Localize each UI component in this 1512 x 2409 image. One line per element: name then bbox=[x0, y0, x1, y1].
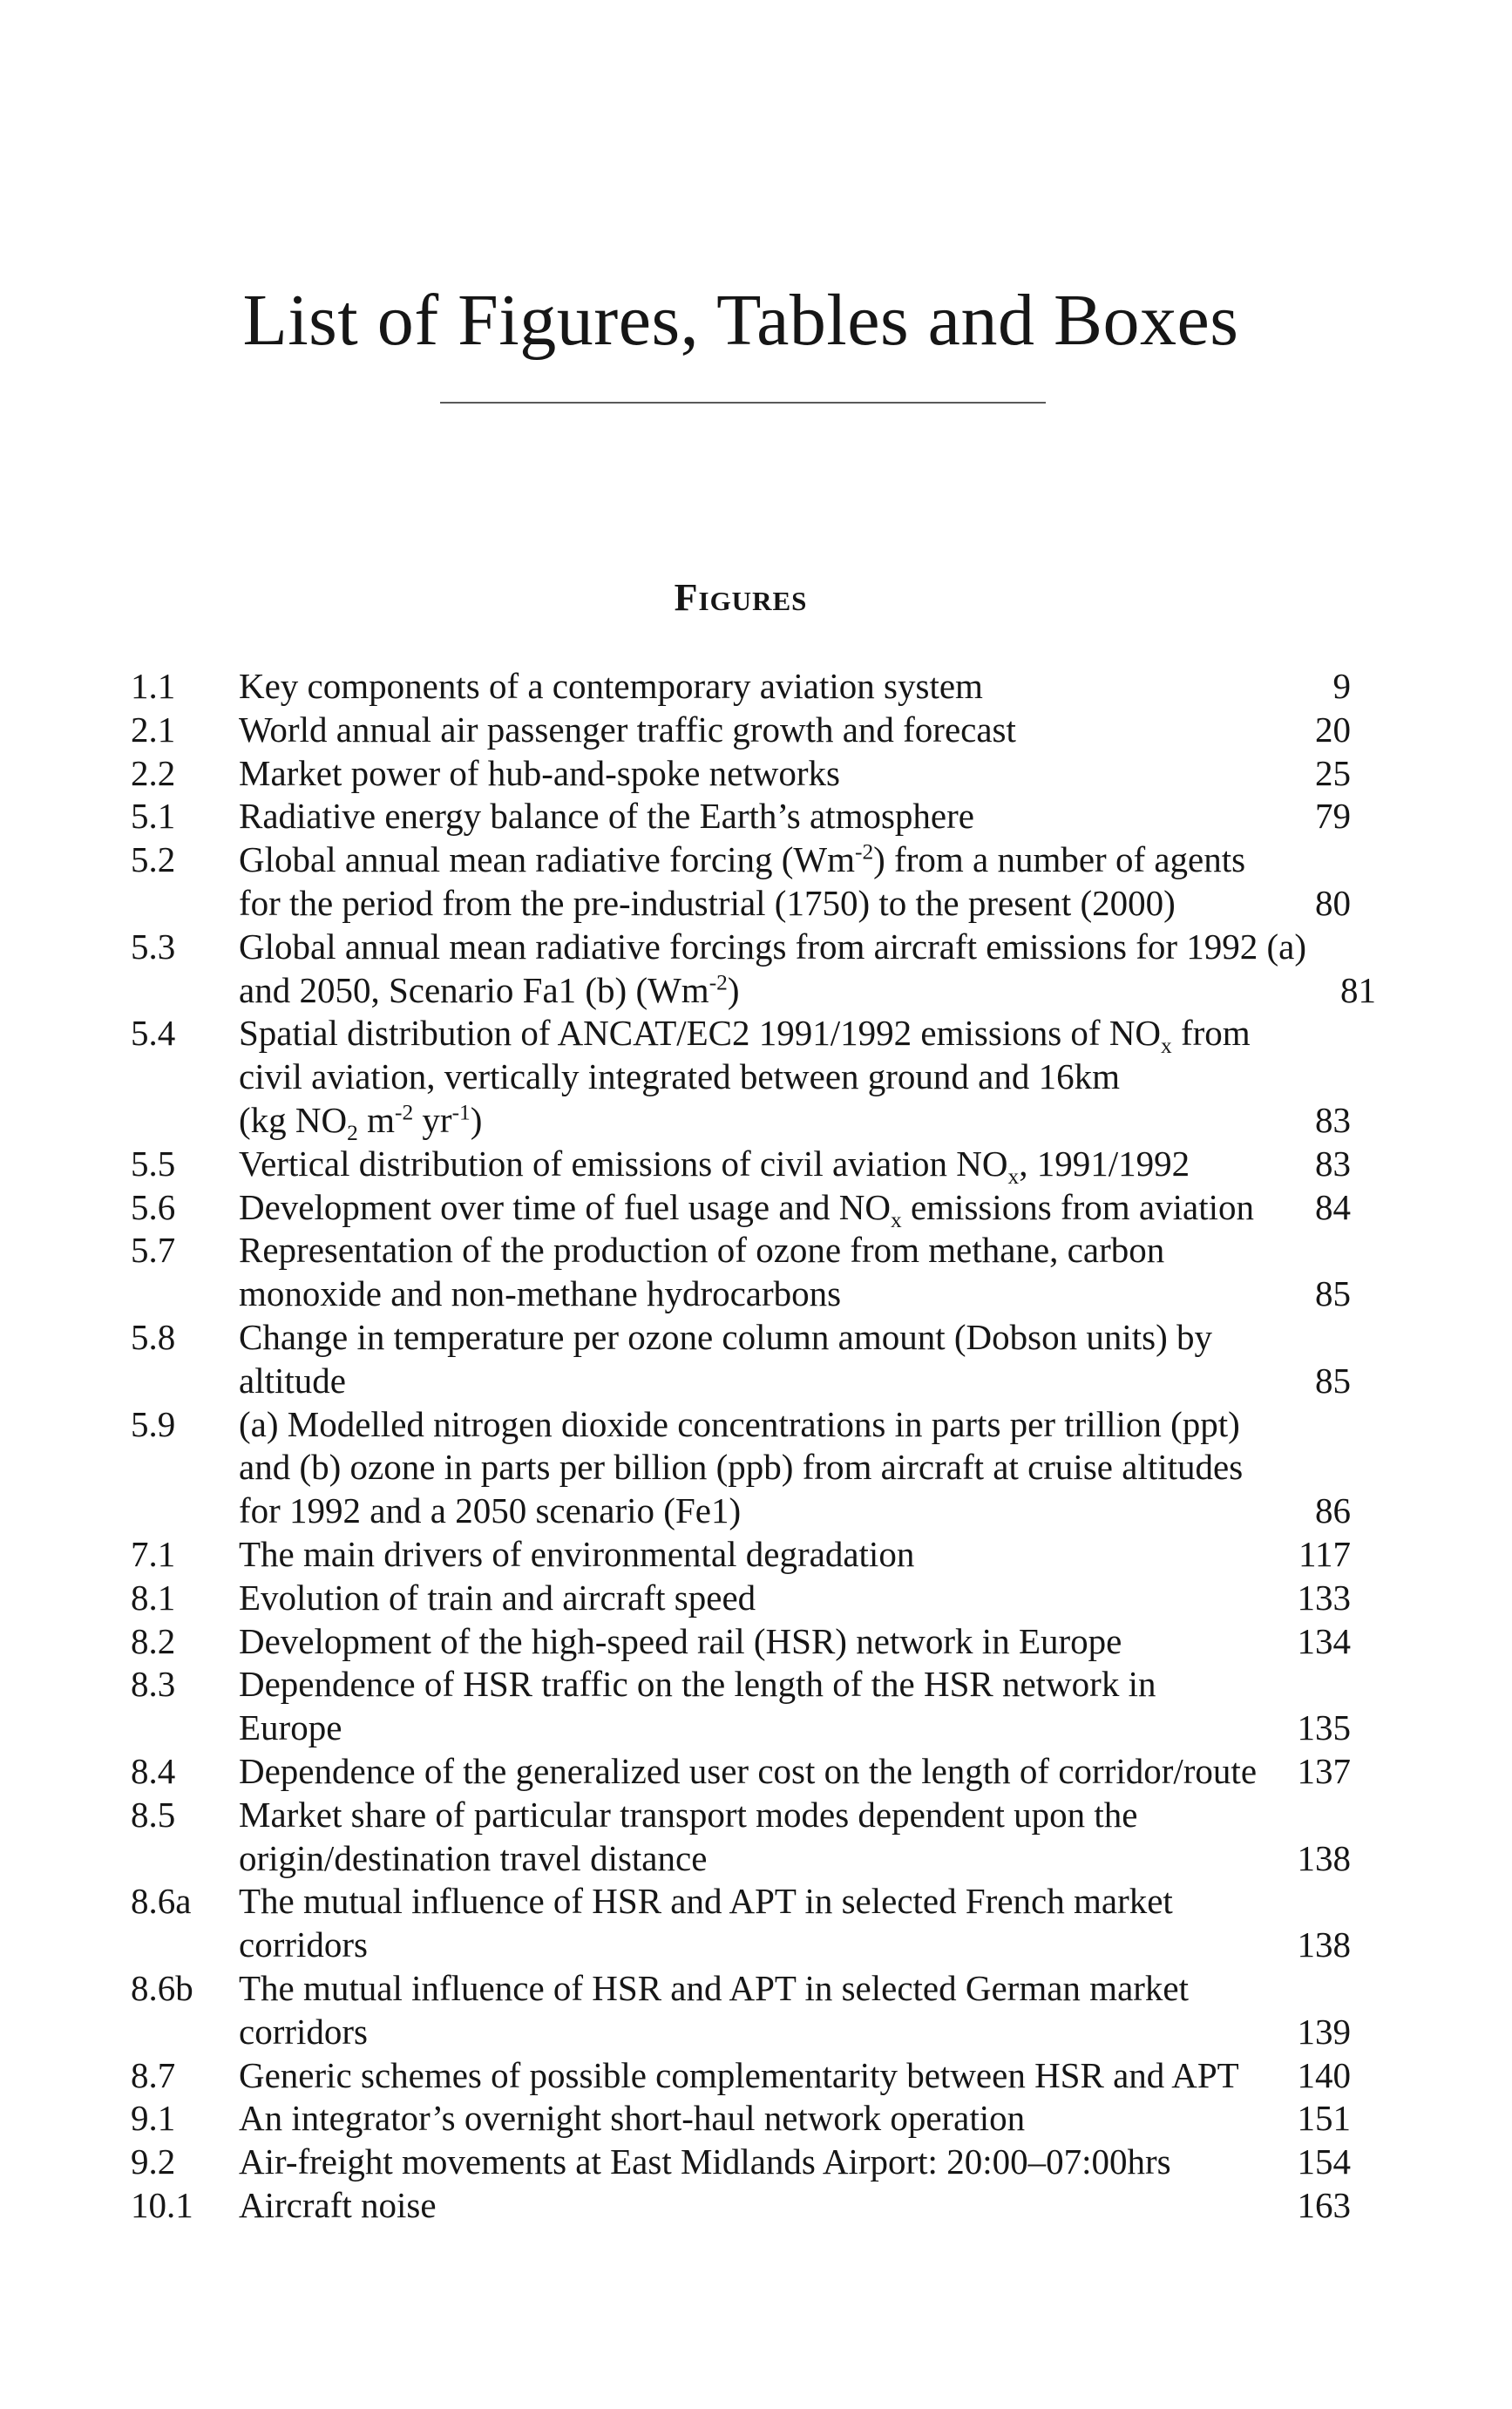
figure-page-number: 20 bbox=[1315, 709, 1351, 750]
figure-title-line: corridors bbox=[239, 1924, 369, 1965]
figure-page-number: 117 bbox=[1298, 1533, 1351, 1574]
figure-title-line: The mutual influence of HSR and APT in selected German market bbox=[239, 1967, 1190, 2008]
figure-title bbox=[239, 1143, 1290, 1189]
figure-entry bbox=[131, 1186, 1351, 1230]
figure-page-number: 163 bbox=[1297, 2184, 1351, 2225]
figure-title-line: (a) Modelled nitrogen dioxide concentrations in parts per trillion (ppt) bbox=[239, 1403, 1240, 1444]
figure-entry bbox=[131, 926, 1377, 1013]
figure-title bbox=[239, 752, 1290, 796]
figure-entry bbox=[131, 1620, 1351, 1664]
figure-entry bbox=[131, 838, 1351, 926]
figure-title-line: Aircraft noise bbox=[239, 2184, 437, 2225]
figure-title bbox=[239, 665, 1290, 709]
figure-title-line: Evolution of train and aircraft speed bbox=[239, 1577, 756, 1618]
figure-entry bbox=[131, 1143, 1351, 1189]
figure-title bbox=[239, 2054, 1290, 2098]
figure-entry bbox=[131, 752, 1351, 796]
figure-number: 7.1 bbox=[131, 1533, 176, 1574]
figure-number: 8.1 bbox=[131, 1577, 176, 1618]
figure-page-number: 138 bbox=[1297, 1924, 1351, 1965]
figure-entry bbox=[131, 1794, 1351, 1881]
figure-number: 8.5 bbox=[131, 1794, 176, 1835]
figure-title-line: origin/destination travel distance bbox=[239, 1837, 708, 1878]
figure-page-number: 9 bbox=[1332, 666, 1351, 706]
title-divider bbox=[440, 402, 1046, 404]
figure-title bbox=[239, 1794, 1290, 1881]
figure-number: 5.3 bbox=[131, 926, 176, 967]
figure-page-number: 25 bbox=[1315, 752, 1351, 793]
figure-title-line: Key components of a contemporary aviation system bbox=[239, 666, 983, 706]
figure-number: 5.1 bbox=[131, 796, 176, 837]
figure-title-line: Spatial distribution of ANCAT/EC2 1991/1992 emissions of $NO_x$ from bbox=[239, 1013, 1251, 1059]
figure-page-number: 79 bbox=[1315, 796, 1351, 837]
figure-entry bbox=[131, 1533, 1351, 1577]
figure-title-line: corridors bbox=[239, 2011, 369, 2052]
figure-title-line: An integrator’s overnight short-haul network operation bbox=[239, 2098, 1026, 2139]
figure-page-number: 84 bbox=[1315, 1186, 1351, 1227]
figure-page-number: 138 bbox=[1297, 1837, 1351, 1878]
figures-list bbox=[131, 665, 1377, 2228]
figure-entry bbox=[131, 665, 1351, 709]
figure-number: 8.6b bbox=[131, 1967, 193, 2008]
figure-page-number: 139 bbox=[1297, 2011, 1351, 2052]
figure-title bbox=[239, 926, 1315, 1013]
figure-entry bbox=[131, 2097, 1351, 2141]
figure-title-line: Change in temperature per ozone column amount (Dobson units) by bbox=[239, 1316, 1212, 1357]
figure-number: 5.4 bbox=[131, 1013, 176, 1054]
figure-title-line: and 2050, Scenario Fa1 (b) $(Wm^{-2})$ bbox=[239, 969, 740, 1010]
figure-title bbox=[239, 1620, 1290, 1664]
figure-title-line: Radiative energy balance of the Earth’s atmosphere bbox=[239, 796, 974, 837]
figure-title-line: and (b) ozone in parts per billion (ppb) from aircraft at cruise altitudes bbox=[239, 1447, 1244, 1488]
figure-title-line: for the period from the pre-industrial (1750) to the present (2000) bbox=[239, 882, 1176, 923]
figure-title bbox=[239, 838, 1290, 926]
figure-entry bbox=[131, 2141, 1351, 2184]
figure-entry bbox=[131, 1229, 1351, 1316]
figure-title bbox=[239, 2141, 1290, 2184]
figure-entry bbox=[131, 1663, 1351, 1750]
figure-title-line: Development of the high-speed rail (HSR) network in Europe bbox=[239, 1620, 1122, 1661]
figure-page-number: 137 bbox=[1297, 1750, 1351, 1791]
figure-title bbox=[239, 1316, 1290, 1403]
figure-page-number: 135 bbox=[1297, 1707, 1351, 1748]
figure-title-line: Air-freight movements at East Midlands Airport: 20:00–07:00hrs bbox=[239, 2141, 1171, 2182]
figure-entry bbox=[131, 1012, 1351, 1146]
page-title: List of Figures, Tables and Boxes bbox=[242, 280, 1239, 361]
figure-page-number: 83 bbox=[1315, 1143, 1351, 1184]
figure-entry bbox=[131, 1880, 1351, 1967]
figure-title bbox=[239, 1012, 1290, 1146]
figure-title bbox=[239, 2184, 1290, 2228]
figure-entry bbox=[131, 1403, 1351, 1533]
figure-title bbox=[239, 1229, 1290, 1316]
figure-number: 5.6 bbox=[131, 1186, 176, 1227]
figure-number: 8.6a bbox=[131, 1881, 192, 1922]
figure-number: 5.8 bbox=[131, 1316, 176, 1357]
figure-entry bbox=[131, 2184, 1351, 2228]
figure-title bbox=[239, 795, 1290, 838]
figure-page-number: 154 bbox=[1297, 2141, 1351, 2182]
figure-title bbox=[239, 1750, 1290, 1794]
figure-title-line: Market share of particular transport modes dependent upon the bbox=[239, 1794, 1138, 1835]
figure-title-line: Development over time of fuel usage and $NO_x$ emissions from aviation bbox=[239, 1186, 1254, 1232]
figure-title bbox=[239, 1186, 1290, 1230]
figure-title-line: Vertical distribution of emissions of civil aviation $NO_x$, 1991/1992 bbox=[239, 1143, 1190, 1189]
figure-number: 5.7 bbox=[131, 1230, 176, 1271]
figure-number: 5.9 bbox=[131, 1403, 176, 1444]
figure-entry bbox=[131, 795, 1351, 838]
figure-title bbox=[239, 1663, 1290, 1750]
figure-entry bbox=[131, 1967, 1351, 2054]
figure-page-number: 133 bbox=[1297, 1577, 1351, 1618]
figure-title-line: Global annual mean radiative forcing $(Wm^{-2})$ from a number of agents bbox=[239, 839, 1246, 880]
figure-number: 2.2 bbox=[131, 752, 176, 793]
figure-number: 10.1 bbox=[131, 2184, 193, 2225]
figure-title-line: monoxide and non-methane hydrocarbons bbox=[239, 1273, 842, 1314]
figure-title-line: civil aviation, vertically integrated between ground and 16km bbox=[239, 1056, 1121, 1097]
figure-page-number: 86 bbox=[1315, 1490, 1351, 1531]
figure-number: 1.1 bbox=[131, 666, 176, 706]
figure-entry bbox=[131, 1316, 1351, 1403]
figure-title-line: World annual air passenger traffic growth and forecast bbox=[239, 709, 1016, 750]
figure-number: 8.7 bbox=[131, 2054, 176, 2095]
figure-number: 9.1 bbox=[131, 2098, 176, 2139]
figure-entry bbox=[131, 2054, 1351, 2098]
figure-title-line: Dependence of the generalized user cost on the length of corridor/route bbox=[239, 1750, 1258, 1791]
figure-title-line: The main drivers of environmental degradation bbox=[239, 1533, 915, 1574]
figure-title bbox=[239, 1967, 1290, 2054]
figure-title-line: altitude bbox=[239, 1360, 346, 1401]
figure-title-line: Market power of hub-and-spoke networks bbox=[239, 752, 840, 793]
figure-page-number: 81 bbox=[1340, 969, 1377, 1010]
figure-page-number: 83 bbox=[1315, 1099, 1351, 1140]
section-heading-figures: Figures bbox=[674, 576, 808, 619]
figure-number: 5.5 bbox=[131, 1143, 176, 1184]
figure-entry bbox=[131, 1750, 1351, 1794]
figure-title-line: The mutual influence of HSR and APT in selected French market bbox=[239, 1881, 1173, 1922]
figure-title-line: Generic schemes of possible complementarity between HSR and APT bbox=[239, 2054, 1239, 2095]
figure-number: 8.3 bbox=[131, 1664, 176, 1705]
figure-number: 5.2 bbox=[131, 839, 176, 880]
figure-title bbox=[239, 1403, 1290, 1533]
figure-title-line: Representation of the production of ozone from methane, carbon bbox=[239, 1230, 1165, 1271]
figure-page-number: 85 bbox=[1315, 1273, 1351, 1314]
figure-title-line: Dependence of HSR traffic on the length of the HSR network in bbox=[239, 1664, 1156, 1705]
figure-title-line: Europe bbox=[239, 1707, 342, 1748]
figure-number: 8.4 bbox=[131, 1750, 176, 1791]
figure-entry bbox=[131, 709, 1351, 752]
figure-page-number: 80 bbox=[1315, 882, 1351, 923]
figure-page-number: 151 bbox=[1297, 2098, 1351, 2139]
figure-page-number: 134 bbox=[1297, 1620, 1351, 1661]
figure-title-line: for 1992 and a 2050 scenario (Fe1) bbox=[239, 1490, 742, 1531]
figure-number: 9.2 bbox=[131, 2141, 176, 2182]
figure-title-line: Global annual mean radiative forcings from aircraft emissions for 1992 (a) bbox=[239, 926, 1307, 967]
figure-title bbox=[239, 1880, 1290, 1967]
figure-number: 8.2 bbox=[131, 1620, 176, 1661]
figure-title bbox=[239, 709, 1290, 752]
figure-number: 2.1 bbox=[131, 709, 176, 750]
figure-entry bbox=[131, 1577, 1351, 1620]
figure-page-number: 85 bbox=[1315, 1360, 1351, 1401]
figure-title-line: (kg $NO_2$ $m^{-2}$ $yr^{-1}$) bbox=[239, 1099, 483, 1146]
figure-page-number: 140 bbox=[1297, 2054, 1351, 2095]
figure-title bbox=[239, 1533, 1290, 1577]
figure-title bbox=[239, 2097, 1290, 2141]
figure-title bbox=[239, 1577, 1290, 1620]
